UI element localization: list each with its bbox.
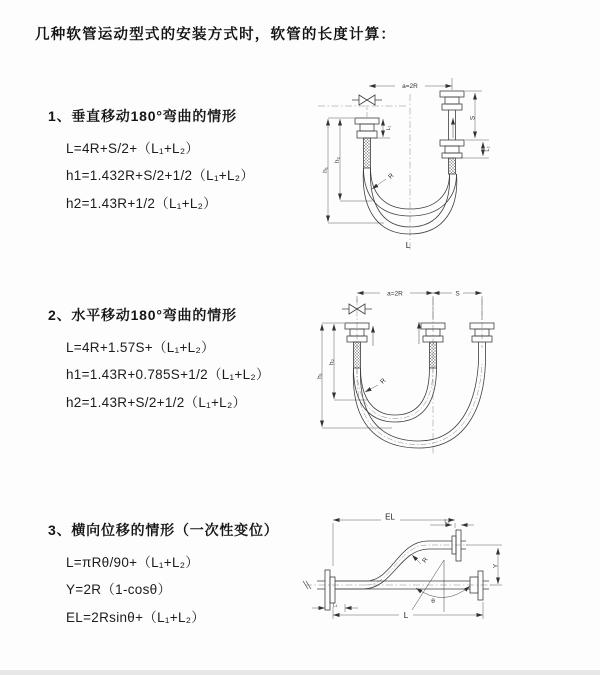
dim-label-a2r: a=2R xyxy=(387,290,403,298)
section-2-formulas xyxy=(48,334,328,416)
flange xyxy=(360,124,374,131)
page-bottom-edge xyxy=(0,670,600,675)
flange xyxy=(325,570,330,610)
formula-line: Y=2R（1-cosθ） xyxy=(66,582,172,598)
dim-label-s: S xyxy=(469,115,477,121)
dim-label-r: R xyxy=(379,377,388,386)
section-3-heading: 3、横向位移的情形（一次性变位） xyxy=(48,522,279,538)
dimensions xyxy=(322,293,482,428)
flange xyxy=(445,97,459,104)
dim-label-r: R xyxy=(387,172,396,181)
braided-hose-section xyxy=(430,342,437,368)
braided-hose-section xyxy=(449,158,456,174)
braided-hose-section xyxy=(364,138,371,168)
formula-line: h2=1.43R+1/2（L₁+L₂） xyxy=(66,195,217,211)
angle-arc xyxy=(416,586,470,598)
formula-line: L=4R+1.57S+（L₁+L₂） xyxy=(66,340,215,355)
diagram-horizontal-180-bend xyxy=(312,288,595,473)
formula-line: EL=2Rsinθ+（L₁+L₂） xyxy=(66,609,206,625)
dim-label-l1: L₁ xyxy=(332,602,338,609)
flange xyxy=(442,153,462,158)
section-3-formulas xyxy=(48,549,328,631)
dim-label-el: EL xyxy=(385,512,395,522)
flange xyxy=(442,104,462,110)
dim-label-l1: L₁ xyxy=(386,125,392,131)
hose-drawing xyxy=(345,322,494,448)
dim-label-h1: h₁ xyxy=(322,167,329,173)
dim-label-l: L xyxy=(405,241,411,250)
flange xyxy=(456,530,461,561)
dim-label-h1: h₁ xyxy=(316,373,324,379)
hose-drawing xyxy=(317,530,489,612)
section-1-formulas xyxy=(48,135,328,217)
valve-icon xyxy=(352,95,382,105)
braided-hose-section xyxy=(354,342,361,368)
dim-label-y: Y xyxy=(492,563,500,569)
dim-label-theta: θ xyxy=(431,598,435,605)
section-lateral-displacement xyxy=(48,520,328,631)
dim-label-r: R xyxy=(421,556,430,565)
section-horizontal-move xyxy=(48,305,328,416)
page-title: 几种软管运动型式的安装方式时，软管的长度计算： xyxy=(35,27,397,43)
dim-label-h2: h₂ xyxy=(328,358,336,366)
dim-label-s: S xyxy=(455,290,460,298)
flange xyxy=(445,146,459,153)
formula-line: h1=1.432R+S/2+1/2（L₁+L₂） xyxy=(66,168,255,184)
flange xyxy=(330,577,335,603)
flange xyxy=(357,131,377,138)
centerlines xyxy=(357,298,482,456)
dim-label-l: L xyxy=(403,611,409,620)
dim-label-l2: L₂ xyxy=(444,519,450,525)
hose-drawing xyxy=(355,91,464,234)
section-vertical-move xyxy=(48,106,328,217)
dim-label-l2: L₂ xyxy=(485,146,491,152)
diagram-vertical-180-bend xyxy=(312,66,595,268)
dim-label-a2r: a=2R xyxy=(402,83,418,90)
formula-line: L=πRθ/90+（L₁+L₂） xyxy=(66,555,200,570)
flange xyxy=(478,571,483,600)
formula-line: h2=1.43R+S/2+1/2（L₁+L₂） xyxy=(66,394,247,410)
section-1-heading: 1、垂直移动180°弯曲的情形 xyxy=(48,108,237,124)
dimensions xyxy=(312,520,502,619)
formula-line: h1=1.43R+0.785S+1/2（L₁+L₂） xyxy=(66,367,270,383)
flange xyxy=(440,140,464,146)
formula-line: L=4R+S/2+（L₁+L₂） xyxy=(66,141,200,156)
diagram-lateral-displacement xyxy=(300,508,590,643)
centerlines xyxy=(318,94,410,250)
flange xyxy=(440,91,464,97)
flange xyxy=(355,118,379,124)
section-2-heading: 2、水平移动180°弯曲的情形 xyxy=(48,307,237,323)
dim-label-h2: h₂ xyxy=(334,156,341,164)
